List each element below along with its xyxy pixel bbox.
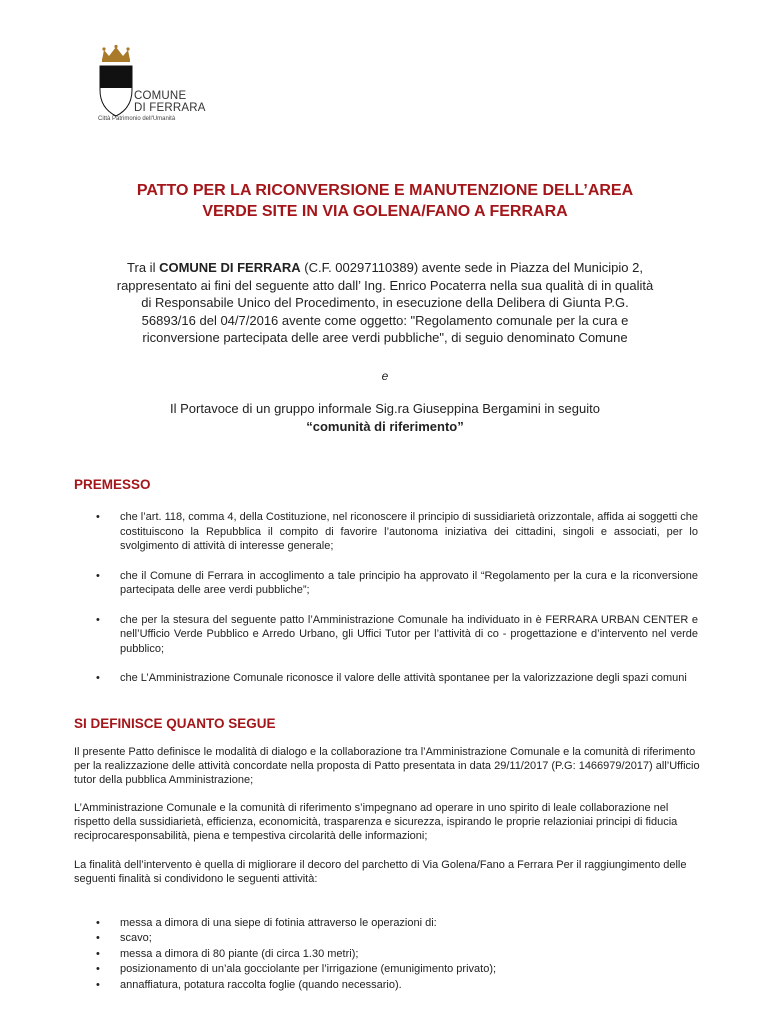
list-item: [74, 613, 698, 657]
intro-line-1-rest: (C.F. 00297110389) avente sede in Piazza del Municipio 2,: [300, 260, 643, 275]
bullet-icon: •: [96, 511, 100, 523]
document-title: [60, 180, 710, 222]
bullet-icon: •: [96, 672, 100, 684]
city-crest-icon: [96, 44, 136, 120]
activity-text: messa a dimora di 80 piante (di circa 1.30 metri);: [120, 947, 359, 960]
activity-text: annaffiatura, potatura raccolta foglie (quando necessario).: [120, 978, 402, 991]
bullet-icon: •: [96, 947, 100, 960]
premesso-item-text: che l’art. 118, comma 4, della Costituzione, nel riconoscere il principio di sussidiarietà orizzontale, affida ai soggetti che costituiscono la Repubblica il compito di favorire l’autonoma iniziativa dei cittadini, singoli e associati, per lo svolgimento di attività di interesse generale;: [120, 511, 699, 552]
logo-subtitle: Città Patrimonio dell'Umanità: [98, 116, 176, 122]
bullet-icon: •: [96, 978, 100, 991]
title-line-1: PATTO PER LA RICONVERSIONE E MANUTENZIONE DELL’AREA: [136, 182, 634, 199]
definisce-heading: SI DEFINISCE QUANTO SEGUE: [74, 716, 276, 731]
premesso-list: [74, 510, 698, 686]
separator-e: e: [381, 369, 389, 383]
bullet-icon: •: [96, 932, 100, 945]
list-item: [74, 962, 694, 977]
list-item: [74, 947, 694, 962]
bullet-icon: •: [96, 569, 100, 582]
portavoce-line-2: “comunità di riferimento”: [306, 419, 464, 434]
intro-comune: COMUNE DI FERRARA: [159, 260, 301, 275]
comune-di-ferrara-logo: [96, 44, 226, 134]
bullet-icon: •: [96, 963, 100, 976]
intro-line-5: riconversione partecipata delle aree verdi pubbliche", di seguio denominato Comune: [142, 330, 628, 345]
list-item: [74, 931, 694, 946]
bullet-icon: •: [96, 613, 100, 626]
premesso-item-text: che L’Amministrazione Comunale riconosce il valore delle attività spontanee per la valorizzazione degli spazi comuni: [120, 672, 687, 684]
activities-list: [74, 916, 694, 993]
activity-text: scavo;: [120, 932, 152, 945]
list-item: [74, 671, 698, 686]
intro-prefix: Tra il: [127, 260, 160, 275]
title-line-2: VERDE SITE IN VIA GOLENA/FANO A FERRARA: [202, 203, 568, 220]
activity-text: posizionamento di un’ala gocciolante per l’irrigazione (emunigimento privato);: [120, 963, 497, 976]
premesso-heading: PREMESSO: [74, 477, 151, 492]
portavoce-line-1: Il Portavoce di un gruppo informale Sig.ra Giuseppina Bergamini in seguito: [170, 401, 600, 416]
logo-line-2: DI FERRARA: [134, 102, 206, 114]
portavoce-paragraph: [60, 400, 710, 436]
definisce-paragraph-3: La finalità dell’intervento è quella di migliorare il decoro del parchetto di Via Golena/Fano a Ferrara Per il raggiungimento delle seguenti finalità si condividono le seguenti attività:: [74, 859, 687, 885]
list-item: [74, 978, 694, 993]
logo-line-1: COMUNE: [134, 90, 187, 102]
activity-text: messa a dimora di una siepe di fotinia attraverso le operazioni di:: [120, 917, 437, 929]
bullet-icon: •: [96, 917, 100, 929]
list-item: [74, 510, 698, 554]
intro-line-4: 56893/16 del 04/7/2016 avente come oggetto: "Regolamento comunale per la cura e: [141, 312, 629, 328]
intro-line-2: rappresentato ai fini del seguente atto dall’ Ing. Enrico Pocaterra nella sua qualità di in qualità: [116, 277, 654, 293]
definisce-paragraph-2: L’Amministrazione Comunale e la comunità di riferimento s’impegnano ad operare in uno spirito di leale collaborazione nel rispetto della sussidiarietà, efficienza, economicità, trasparenza e sicurezza, ispirando le proprie relazioniai principi di fiducia reciprocaresponsabilità, piena e tempestiva circolarità delle informazioni;: [74, 802, 678, 842]
intro-line-3: di Responsabile Unico del Procedimento, in esecuzione della Delibera di Giunta P.G.: [141, 295, 629, 310]
intro-line-1: [60, 259, 710, 277]
definisce-paragraph-1: Il presente Patto definisce le modalità di dialogo e la collaborazione tra l’Amministrazione Comunale e la comunità di riferimento per la realizzazione delle attività concordate nella proposta di Patto presentata in data 29/11/2017 (P.G: 1466979/2017) all’Ufficio tutor della pubblica Amministrazione;: [74, 746, 700, 786]
list-item: [74, 916, 694, 931]
list-item: [74, 569, 698, 598]
intro-paragraph: [60, 259, 710, 347]
premesso-item-text: che il Comune di Ferrara in accoglimento a tale principio ha approvato il “Regolamento per la cura e la riconversione partecipata delle aree verdi pubbliche”;: [120, 569, 698, 596]
premesso-item-text: che per la stesura del seguente patto l’Amministrazione Comunale ha individuato in è FERRARA URBAN CENTER e nell’Ufficio Verde Pubblico e Arredo Urbano, gli Uffici Tutor per l’attività di co - progettazione e d’intervento nel verde pubblico;: [120, 613, 698, 655]
